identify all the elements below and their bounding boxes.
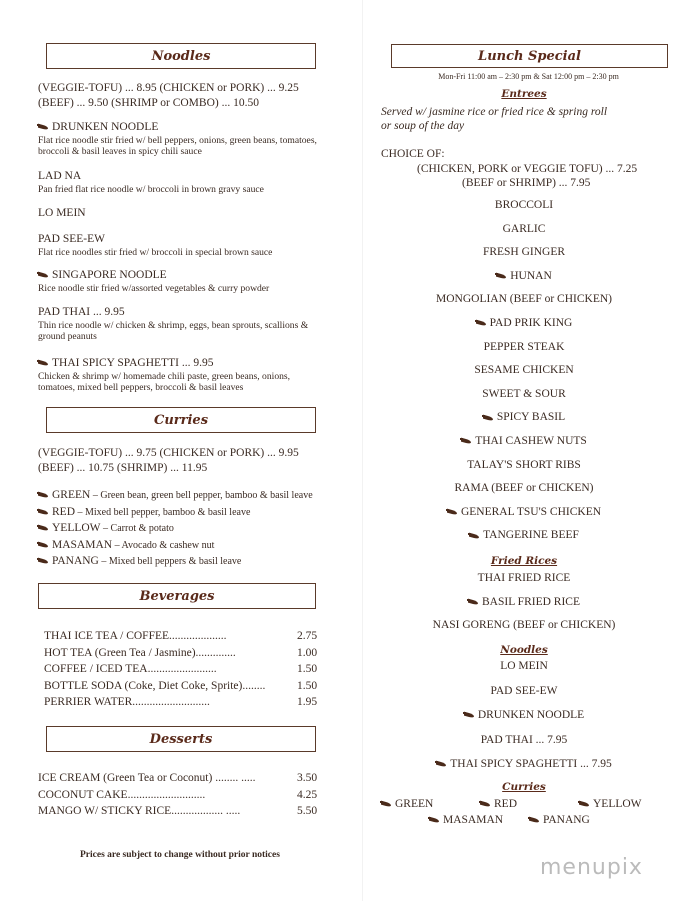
chili-icon xyxy=(461,438,473,444)
served-line2: or soup of the day xyxy=(381,120,465,132)
menu-item-singapore-noodle: SINGAPORE NOODLE xyxy=(38,269,167,282)
chili-icon xyxy=(529,817,541,823)
lunch-item: PAD PRIK KING xyxy=(382,317,666,330)
bev-price: 1.95 xyxy=(297,696,318,708)
menu-item-lo-mein: LO MEIN xyxy=(38,207,86,219)
lunch-curry-masaman: MASAMAN xyxy=(429,814,503,827)
curries-header xyxy=(46,407,316,433)
lunch-item: SPICY BASIL xyxy=(382,411,666,424)
menu-item-drunken-noodle: DRUNKEN NOODLE xyxy=(38,121,158,134)
item-desc: Flat rice noodles stir fried w/ broccoli in special brown sauce xyxy=(38,247,273,258)
bev-price: 2.75 xyxy=(297,630,318,642)
chili-icon xyxy=(496,273,508,279)
lunch-item: THAI CASHEW NUTS xyxy=(382,435,666,448)
lunch-item: RAMA (BEEF or CHICKEN) xyxy=(454,482,594,495)
choice-label: CHOICE OF: xyxy=(381,148,445,160)
lunch-curry-yellow: YELLOW xyxy=(579,798,642,811)
chili-icon xyxy=(38,272,50,278)
bev-row: PERRIER WATER........................... xyxy=(44,696,210,708)
curry-green: GREEN – Green bean, green bell pepper, bamboo & basil leave xyxy=(38,489,313,502)
item-desc: Thin rice noodle w/ chicken & shrimp, eggs, bean sprouts, scallions & ground peanuts xyxy=(38,320,309,342)
noodles-title: Noodles xyxy=(151,48,211,64)
noodles-header xyxy=(46,43,316,69)
lunch-item: PEPPER STEAK xyxy=(483,340,565,353)
lunch-item: PAD THAI ... 7.95 xyxy=(480,733,568,746)
chili-icon xyxy=(579,801,591,807)
chili-icon xyxy=(381,801,393,807)
bev-row: HOT TEA (Green Tea / Jasmine).............. xyxy=(44,647,236,659)
served-line1: Served w/ jasmine rice or fried rice & spring roll xyxy=(381,106,608,118)
lunch-item: HUNAN xyxy=(382,270,666,283)
choice-line2: (BEEF or SHRIMP) ... 7.95 xyxy=(462,177,591,189)
curries-prices-line1: (VEGGIE-TOFU) ... 9.75 (CHICKEN or PORK) ... 9.95 xyxy=(38,447,299,459)
lunch-curries-subheader: Curries xyxy=(502,781,546,793)
entrees-subheader: Entrees xyxy=(501,88,547,100)
page-fold xyxy=(362,0,363,901)
lunch-item: TALAY'S SHORT RIBS xyxy=(467,458,581,471)
lunch-item: PAD SEE-EW xyxy=(490,684,558,697)
bev-price: 1.50 xyxy=(297,680,318,692)
menu-item-lad-na: LAD NA xyxy=(38,170,82,182)
noodles-prices-line1: (VEGGIE-TOFU) ... 8.95 (CHICKEN or PORK) ... 9.25 xyxy=(38,82,299,94)
lunch-item: GENERAL TSU'S CHICKEN xyxy=(382,506,666,519)
chili-icon xyxy=(468,599,480,605)
curries-prices-line2: (BEEF) ... 10.75 (SHRIMP) ... 11.95 xyxy=(38,462,208,474)
dessert-price: 5.50 xyxy=(297,805,318,817)
lunch-item: LO MEIN xyxy=(500,660,548,672)
lunch-item: GARLIC xyxy=(502,222,546,235)
dessert-price: 3.50 xyxy=(297,772,318,784)
lunch-special-title: Lunch Special xyxy=(478,48,581,64)
dessert-price: 4.25 xyxy=(297,789,318,801)
bev-row: COFFEE / ICED TEA........................ xyxy=(44,663,217,675)
chili-icon xyxy=(38,525,50,531)
chili-icon xyxy=(38,509,50,515)
item-desc: Flat rice noodle stir fried w/ bell peppers, onions, green beans, tomatoes, broccoli & basil leaves in spicy chili sauce xyxy=(38,135,317,157)
bev-price: 1.00 xyxy=(297,647,318,659)
lunch-hours: Mon-Fri 11:00 am – 2:30 pm & Sat 12:00 pm – 2:30 pm xyxy=(438,72,619,81)
bev-row: BOTTLE SODA (Coke, Diet Coke, Sprite)........ xyxy=(44,680,266,692)
dessert-row: COCONUT CAKE........................... xyxy=(38,789,206,801)
chili-icon xyxy=(38,492,50,498)
menu-item-pad-see-ew: PAD SEE-EW xyxy=(38,233,105,245)
curries-title: Curries xyxy=(153,412,209,428)
chili-icon xyxy=(464,712,476,718)
chili-icon xyxy=(436,761,448,767)
chili-icon xyxy=(429,817,441,823)
desserts-title: Desserts xyxy=(149,731,213,747)
footer-note: Prices are subject to change without prior notices xyxy=(80,850,280,860)
lunch-item: FRESH GINGER xyxy=(482,246,566,259)
menu-item-pad-thai: PAD THAI ... 9.95 xyxy=(38,306,125,318)
chili-icon xyxy=(483,415,495,421)
chili-icon xyxy=(476,320,488,326)
fried-rices-subheader: Fried Rices xyxy=(490,555,558,567)
lunch-item: NASI GORENG (BEEF or CHICKEN) xyxy=(432,619,616,632)
lunch-item: BROCCOLI xyxy=(494,199,554,211)
menupix-watermark: menupix xyxy=(540,855,643,880)
lunch-curry-panang: PANANG xyxy=(529,814,590,827)
lunch-item: BASIL FRIED RICE xyxy=(382,596,666,609)
item-desc: Chicken & shrimp w/ homemade chili paste, green beans, onions, tomatoes, mixed bell peppers, broccoli & basil leaves xyxy=(38,371,291,393)
lunch-item: MONGOLIAN (BEEF or CHICKEN) xyxy=(436,293,612,306)
lunch-item: SESAME CHICKEN xyxy=(474,364,574,377)
lunch-item: SWEET & SOUR xyxy=(482,387,566,400)
bev-price: 1.50 xyxy=(297,663,318,675)
lunch-item: DRUNKEN NOODLE xyxy=(382,709,666,722)
chili-icon xyxy=(38,360,50,366)
chili-icon xyxy=(447,509,459,515)
lunch-curry-green: GREEN xyxy=(381,798,433,811)
chili-icon xyxy=(38,542,50,548)
choice-line1: (CHICKEN, PORK or VEGGIE TOFU) ... 7.25 xyxy=(417,163,638,175)
lunch-special-header xyxy=(391,44,668,68)
menu-item-thai-spicy-spaghetti: THAI SPICY SPAGHETTI ... 9.95 xyxy=(38,357,213,370)
dessert-row: MANGO W/ STICKY RICE.................. ..... xyxy=(38,805,241,817)
lunch-item: THAI FRIED RICE xyxy=(477,572,571,584)
lunch-noodles-subheader: Noodles xyxy=(500,644,548,656)
item-desc: Rice noodle stir fried w/assorted vegetables & curry powder xyxy=(38,283,270,294)
curry-yellow: YELLOW – Carrot & potato xyxy=(38,522,174,535)
chili-icon xyxy=(469,533,481,539)
curry-panang: PANANG – Mixed bell peppers & basil leave xyxy=(38,555,241,568)
bev-row: THAI ICE TEA / COFFEE.................... xyxy=(44,630,227,642)
beverages-header xyxy=(38,583,316,609)
chili-icon xyxy=(38,124,50,130)
curry-red: RED – Mixed bell pepper, bamboo & basil leave xyxy=(38,506,250,519)
curry-masaman: MASAMAN – Avocado & cashew nut xyxy=(38,539,214,552)
chili-icon xyxy=(38,558,50,564)
lunch-item: THAI SPICY SPAGHETTI ... 7.95 xyxy=(382,758,666,771)
item-desc: Pan fried flat rice noodle w/ broccoli in brown gravy sauce xyxy=(38,184,264,195)
lunch-curry-red: RED xyxy=(480,798,517,811)
dessert-row: ICE CREAM (Green Tea or Coconut) ........ ..... xyxy=(38,772,256,784)
chili-icon xyxy=(480,801,492,807)
noodles-prices-line2: (BEEF) ... 9.50 (SHRIMP or COMBO) ... 10.50 xyxy=(38,97,259,109)
desserts-header xyxy=(46,726,316,752)
beverages-title: Beverages xyxy=(139,588,215,604)
lunch-item: TANGERINE BEEF xyxy=(382,529,666,542)
